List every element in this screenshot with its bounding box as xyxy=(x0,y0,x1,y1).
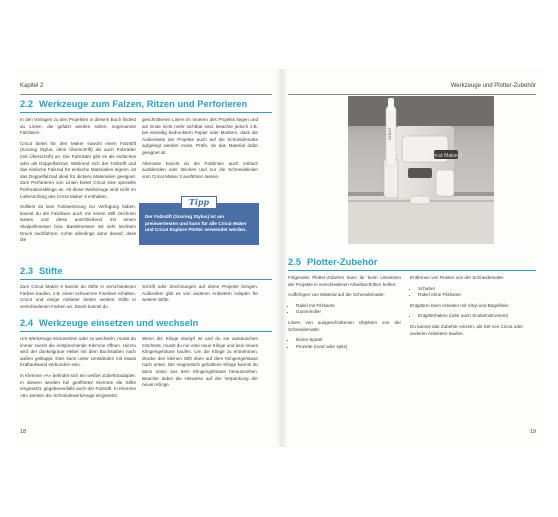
list-item: • Rakel ohne Filzkante xyxy=(418,292,523,299)
page-number: 19 xyxy=(529,429,536,435)
heading-rule xyxy=(20,331,272,332)
heading-rule xyxy=(20,112,272,113)
text-column xyxy=(20,284,136,314)
section-number: 2.3 xyxy=(20,265,34,276)
section-number: 2.4 xyxy=(20,317,34,328)
header-rule xyxy=(288,94,536,95)
section-number: 2.2 xyxy=(20,98,34,109)
page-number: 18 xyxy=(20,429,27,435)
right-page xyxy=(282,69,544,447)
paragraph: Du kannst das Zubehör einzeln, als Set von Cricut oder anderen Anbietern kaufen. xyxy=(410,323,523,336)
section-number: 2.5 xyxy=(288,256,302,267)
list-item: • Entgitterhaken (oder auch Scalarinstrument) xyxy=(418,313,523,320)
text-column xyxy=(20,336,136,403)
header-rule xyxy=(20,94,272,95)
text-column xyxy=(142,336,258,393)
text-column xyxy=(142,117,258,184)
running-head: Kapitel 2 xyxy=(20,83,44,89)
stylus-brand: Cricut xyxy=(387,128,392,140)
text-column xyxy=(288,275,401,354)
paragraph: Solltest du kein Falzwerkzeug zur Verfügung haben, kannst du die Falzlinien auch mit einem Stift zeichnen lassen und diese anschließend mit einem Skalpellmesser bzw. Bastelmesser mit sehr leichtem Druck nachfahren. Achte allerdings dann darauf, dass die xyxy=(20,204,136,243)
bullet-list xyxy=(410,286,523,299)
paragraph: In Klemme »A« befindet sich ein weißer Zubehöradapter. In diesem werden bei geöffneter Klemme die Stifte eingesetzt, gegebenenfalls auch der Falzstift. In Klemme »B« werden die Schneidewerkzeuge eingesetzt. xyxy=(20,372,136,398)
section-title: Plotter-Zubehör xyxy=(307,256,378,267)
running-head: Werkzeuge und Plotter-Zubehör xyxy=(450,83,536,89)
text-column xyxy=(410,275,523,341)
list-item: • Schaber xyxy=(418,286,523,293)
paragraph: Entfernen von Resten von der Schneidematte: xyxy=(410,275,505,280)
section-heading xyxy=(20,265,62,276)
cricut-maker-photo xyxy=(348,96,494,244)
heading-rule xyxy=(20,279,272,280)
paragraph: Folgendes Plotter-Zubehör kann dir beim Umsetzen der Projekte in verschiedenen Arbeitsschritten helfen: xyxy=(288,275,401,287)
tip-text: Der Falzstift (Scoring Stylus) ist am preiswertesten und kann für alle Cricut Maker und Cricut Explore Plotter verwendet werden. xyxy=(145,214,247,233)
paragraph: geschnittenen Linien im Inneren des Projekts liegen und am Ende nicht mehr sichtbar sind. Beachte jedoch z.B. bei einseitig bedrucktem Papier oder Mustern, dass die Außenseite der Projekte auch auf die Schneidematte aufgelegt werden muss. Prüfe, ob das Material dafür geeignet ist. xyxy=(142,117,258,155)
section-heading xyxy=(20,317,198,328)
section-heading xyxy=(20,98,247,109)
section-heading xyxy=(288,256,377,267)
paragraph: Um Werkzeuge einzusetzen oder zu wechseln, musst du immer zuerst die entsprechende Klemme öffnen. Hierzu wird der dunkelgraue Hebel mit dem Buchstaben nach außen geklappt. Dies kann unter Umständen mit etwas Kraftaufwand verbunden sein. xyxy=(20,336,136,368)
tip-label: Tipp xyxy=(181,196,217,209)
text-column xyxy=(142,284,258,308)
paragraph: Wenn die Klinge stumpf ist und du sie austauschen möchtest, musst du nur eine neue Klinge und kein neues Klingengehäuse kaufen. Um die Klinge zu entnehmen, drücke den kleinen Stift oben auf dem Klingengehäuse nach unten. Die magnetisch gehaltene Klinge kannst du dann unten aus dem Klingengehäuse herausziehen. Beachte dabei die Hinweise auf der Verpackung der neuen Klinge. xyxy=(142,336,258,388)
bullet-list xyxy=(288,303,401,316)
machine-label: Cricut Maker 3 xyxy=(429,153,463,159)
left-page xyxy=(14,69,282,447)
heading-rule xyxy=(288,270,536,271)
bullet-list xyxy=(288,337,401,350)
cricut-machine-image xyxy=(348,96,494,244)
text-column xyxy=(20,117,136,248)
paragraph: Schrift oder Zeichnungen auf deine Projekte bringen. Außerdem gibt es von anderen Anbietern Adapter für weitere Stifte. xyxy=(142,284,258,303)
paragraph: Alternativ kannst du die Falzlinien auch einfach ausblenden oder löschen und nur die Schneidelinien vom Cricut Maker 3 ausführen lassen. xyxy=(142,160,258,179)
paragraph: Zum Cricut Maker 3 kannst du Stifte in verschiedenen Farben kaufen, z.B. einen schwarzen Fineliner erhalten. Cricut und einige Anbieter bieten weitere Stifte in verschiedenen Farben an. Damit kannst du xyxy=(20,284,136,309)
list-item: • Pinzette (rund oder spitz) xyxy=(296,344,401,351)
paragraph: Entgittern beim Arbeiten mit Vinyl und Bügelfolie: xyxy=(410,302,510,308)
paragraph: Cricut bietet für den Maker sowohl einen Falzstift (Scoring Stylus, ohne Überschrift) als auch Falzräder (mit Überschrift) an. Die Falzräder gibt es als einfaches oder als Doppelfalzrad. Während sich der Falzstift und das einfache Falzrad für einfache Materialien eignen, ist das Doppelfalzrad ideal für dickere Materialien geeignet. Zum Perforieren von Linien bietet Cricut eine spezielle Perforationsklinge an. All diese Werkzeuge sind nicht im Lieferumfang des Cricut Maker 3 enthalten. xyxy=(20,140,136,199)
list-item: • Gummiroller xyxy=(296,309,401,316)
list-item: • Rakel mit Filzkante xyxy=(296,303,401,310)
section-title: Werkzeuge zum Falzen, Ritzen und Perforieren xyxy=(39,98,248,109)
paragraph: Lösen von ausgeschnittenen Objekten von der Schneidematte: xyxy=(288,319,401,332)
section-title: Stifte xyxy=(39,265,63,276)
list-item: • kleine Spatel xyxy=(296,337,401,344)
section-title: Werkzeuge einsetzen und wechseln xyxy=(39,317,199,328)
bullet-list xyxy=(410,313,523,320)
paragraph: In den Vorlagen zu den Projekten in diesem Buch findest du Linien, die gefalzt werden sollen, sogenannte Falzlinien. xyxy=(20,117,136,136)
paragraph: Aufbringen von Material auf die Schneidematte: xyxy=(288,292,385,298)
